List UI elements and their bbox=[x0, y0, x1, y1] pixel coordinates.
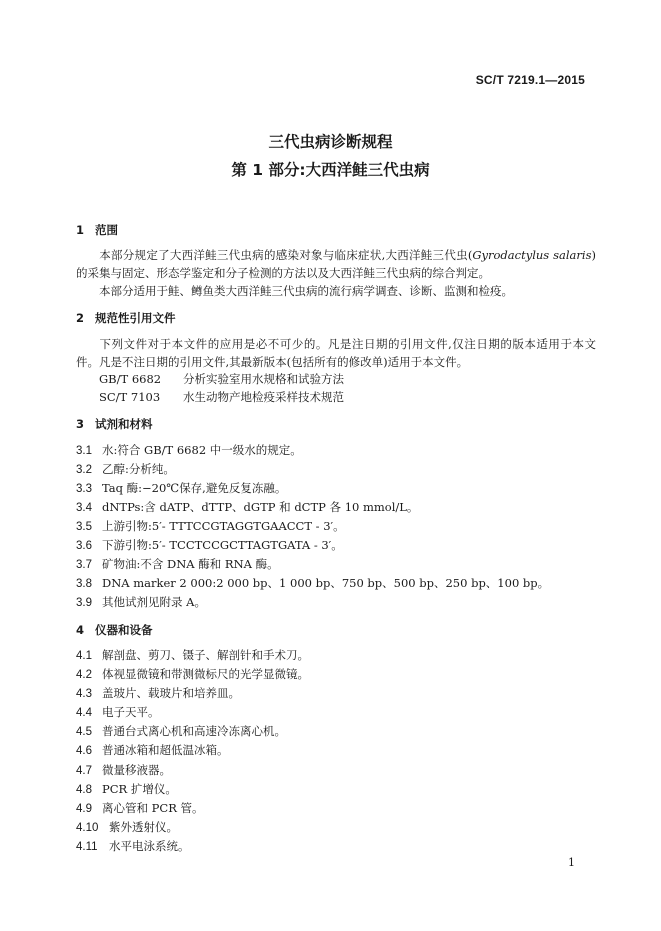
item-text: 盖玻片、载玻片和培养皿。 bbox=[102, 686, 240, 700]
document-subtitle: 第 1 部分:大西洋鲑三代虫病 bbox=[231, 161, 430, 179]
item-number: 4.5 bbox=[76, 726, 92, 738]
text-run: 本部分规定了大西洋鲑三代虫病的感染对象与临床症状,大西洋鲑三代虫( bbox=[99, 248, 473, 262]
item-text: 普通冰箱和超低温冰箱。 bbox=[102, 743, 229, 757]
section-title: 范围 bbox=[95, 223, 118, 237]
item-number: 3.6 bbox=[76, 540, 92, 552]
list-item bbox=[76, 819, 178, 835]
list-item bbox=[76, 594, 206, 610]
list-item bbox=[76, 838, 190, 854]
list-item bbox=[76, 723, 286, 739]
item-number: 4.8 bbox=[76, 784, 92, 796]
item-number: 3.4 bbox=[76, 502, 92, 514]
list-item bbox=[76, 556, 279, 572]
item-text: 解剖盘、剪刀、镊子、解剖针和手术刀。 bbox=[102, 648, 309, 662]
item-text: 水:符合 GB/T 6682 中一级水的规定。 bbox=[102, 443, 302, 457]
item-text: 微量移液器。 bbox=[102, 763, 171, 777]
item-number: 3.5 bbox=[76, 521, 92, 533]
section-1-heading bbox=[76, 222, 118, 238]
item-text: 乙醇:分析纯。 bbox=[102, 462, 175, 476]
text-run: 下列文件对于本文件的应用是必不可少的。凡是注日期的引用文件,仅注日期的版本适用于本文件。凡是不注日期的引用文件,其最新版本(包括所有的修改单)适用于本文件。 bbox=[76, 337, 596, 369]
list-item bbox=[76, 666, 309, 682]
section-number: 3 bbox=[76, 417, 85, 431]
section-1-paragraph-1 bbox=[76, 246, 596, 282]
list-item bbox=[76, 480, 286, 496]
section-3-heading bbox=[76, 416, 153, 432]
list-item bbox=[76, 499, 418, 515]
reference-item bbox=[99, 371, 344, 387]
item-text: PCR 扩增仪。 bbox=[102, 782, 177, 796]
section-4-heading bbox=[76, 622, 153, 638]
list-item bbox=[76, 537, 343, 553]
item-number: 3.1 bbox=[76, 445, 92, 457]
document-title: 三代虫病诊断规程 bbox=[268, 133, 393, 151]
list-item bbox=[76, 800, 204, 816]
list-item bbox=[76, 575, 549, 591]
item-text: 离心管和 PCR 管。 bbox=[102, 801, 204, 815]
item-number: 4.1 bbox=[76, 650, 92, 662]
section-2-heading bbox=[76, 310, 176, 326]
item-text: DNA marker 2 000:2 000 bp、1 000 bp、750 bp、500 bp、250 bp、100 bp。 bbox=[102, 576, 550, 590]
section-number: 2 bbox=[76, 311, 85, 325]
list-item bbox=[76, 461, 175, 477]
item-text: 上游引物:5′- TTTCCGTAGGTGAACCT - 3′。 bbox=[102, 519, 345, 533]
list-item bbox=[76, 518, 345, 534]
text-run: 本部分适用于鲑、鳟鱼类大西洋鲑三代虫病的流行病学调查、诊断、监测和检疫。 bbox=[99, 284, 513, 298]
item-text: 普通台式离心机和高速冷冻离心机。 bbox=[102, 724, 286, 738]
list-item bbox=[76, 647, 309, 663]
item-number: 4.11 bbox=[76, 841, 98, 853]
item-number: 4.7 bbox=[76, 765, 92, 777]
item-number: 3.8 bbox=[76, 578, 92, 590]
reference-code: GB/T 6682 bbox=[99, 372, 162, 386]
section-2-paragraph-1 bbox=[76, 335, 596, 371]
item-text: 电子天平。 bbox=[102, 705, 160, 719]
item-number: 3.9 bbox=[76, 597, 92, 609]
reference-title: 水生动物产地检疫采样技术规范 bbox=[183, 390, 344, 404]
item-text: 紫外透射仪。 bbox=[109, 820, 178, 834]
section-title: 试剂和材料 bbox=[95, 417, 153, 431]
item-text: dNTPs:含 dATP、dTTP、dGTP 和 dCTP 各 10 mmol/L。 bbox=[102, 500, 419, 514]
text-run: )的采集与固定、形态学鉴定和分子检测的方法以及大西洋鲑三代虫病的综合判定。 bbox=[76, 248, 596, 280]
item-text: 水平电泳系统。 bbox=[109, 839, 190, 853]
list-item bbox=[76, 742, 229, 758]
item-text: 体视显微镜和带测微标尺的光学显微镜。 bbox=[102, 667, 309, 681]
list-item bbox=[76, 704, 160, 720]
section-1-paragraph-2 bbox=[76, 282, 596, 300]
item-number: 4.4 bbox=[76, 707, 92, 719]
item-text: 矿物油:不含 DNA 酶和 RNA 酶。 bbox=[102, 557, 279, 571]
section-title: 规范性引用文件 bbox=[95, 311, 176, 325]
item-number: 4.3 bbox=[76, 688, 92, 700]
section-title: 仪器和设备 bbox=[95, 623, 153, 637]
item-number: 3.7 bbox=[76, 559, 92, 571]
item-text: 下游引物:5′- TCCTCCGCTTAGTGATA - 3′。 bbox=[102, 538, 343, 552]
item-number: 3.2 bbox=[76, 464, 92, 476]
item-text: 其他试剂见附录 A。 bbox=[102, 595, 206, 609]
list-item bbox=[76, 685, 240, 701]
item-number: 4.2 bbox=[76, 669, 92, 681]
list-item bbox=[76, 781, 177, 797]
item-number: 4.10 bbox=[76, 822, 99, 834]
item-text: Taq 酶:−20℃保存,避免反复冻融。 bbox=[102, 481, 287, 495]
list-item bbox=[76, 442, 302, 458]
reference-item bbox=[99, 389, 344, 405]
reference-title: 分析实验室用水规格和试验方法 bbox=[183, 372, 344, 386]
page-number: 1 bbox=[568, 856, 575, 869]
item-number: 4.6 bbox=[76, 745, 92, 757]
section-number: 1 bbox=[76, 223, 85, 237]
latin-name: Gyrodactylus salaris bbox=[472, 248, 592, 262]
section-number: 4 bbox=[76, 623, 85, 637]
list-item bbox=[76, 762, 171, 778]
standard-code: SC/T 7219.1—2015 bbox=[475, 73, 585, 87]
item-number: 3.3 bbox=[76, 483, 92, 495]
reference-code: SC/T 7103 bbox=[99, 390, 161, 404]
item-number: 4.9 bbox=[76, 803, 92, 815]
